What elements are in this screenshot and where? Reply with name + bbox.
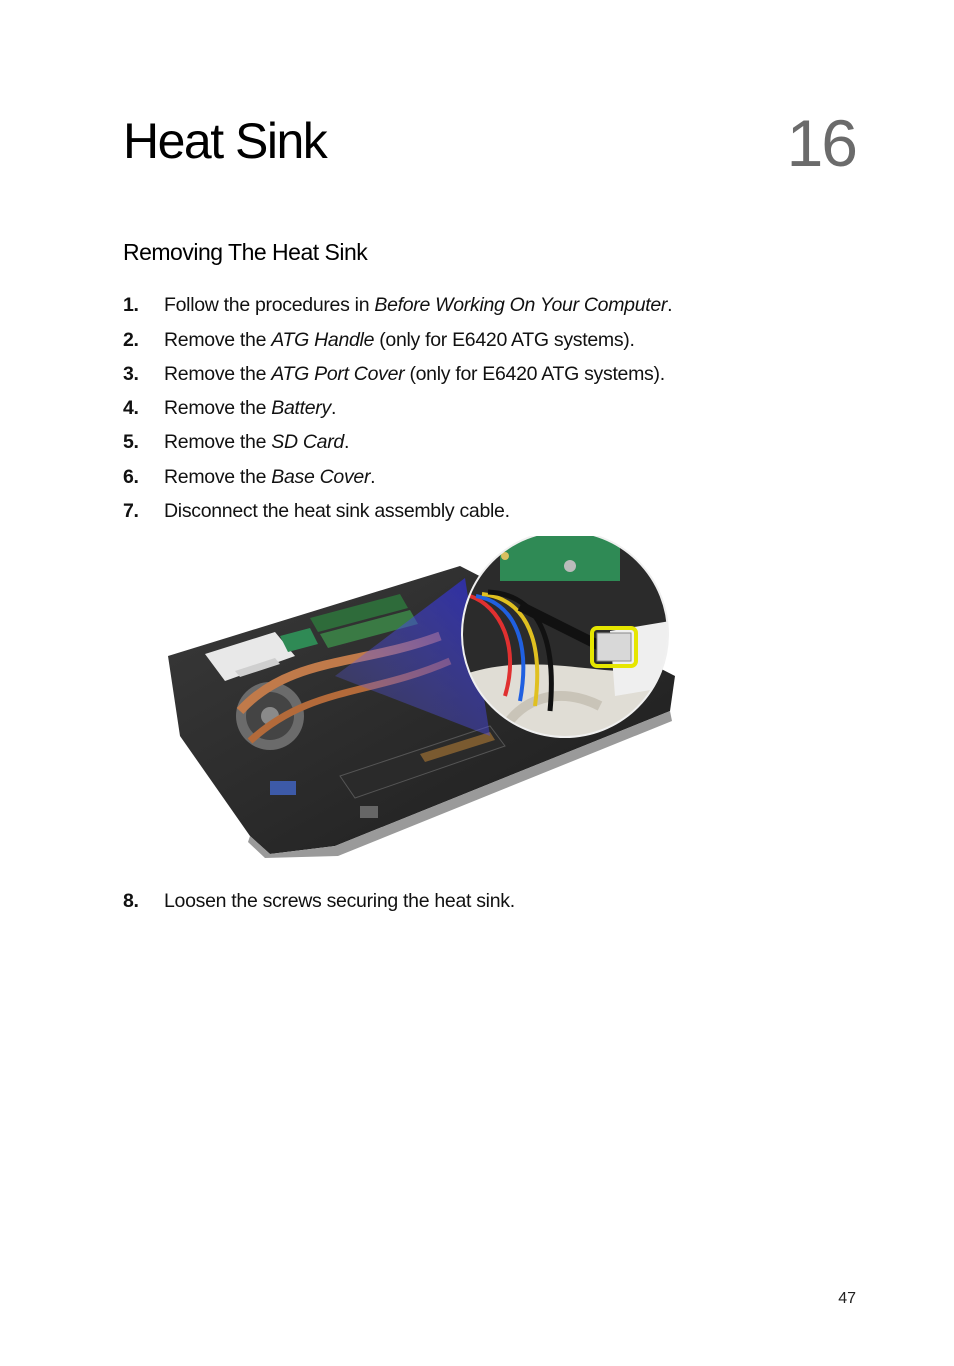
step-number: 3. — [123, 363, 139, 385]
step-3 — [123, 363, 665, 386]
step-text: Disconnect the heat sink assembly cable. — [164, 500, 510, 522]
heat-sink-cable-illustration — [160, 536, 680, 858]
step-link[interactable]: Battery — [271, 397, 331, 419]
step-text: Remove the — [164, 363, 272, 385]
step-link[interactable]: SD Card — [271, 431, 344, 453]
step-2 — [123, 329, 635, 352]
step-number: 2. — [123, 329, 139, 351]
step-link[interactable]: Before Working On Your Computer — [374, 294, 668, 316]
step-text: Remove the — [164, 397, 272, 419]
step-text-end: . — [370, 466, 376, 488]
step-5 — [123, 431, 349, 454]
step-6 — [123, 466, 375, 489]
step-8 — [123, 890, 515, 913]
step-1 — [123, 294, 672, 317]
chapter-number: 16 — [786, 106, 856, 180]
step-text-end: (only for E6420 ATG systems). — [404, 363, 665, 385]
step-text-end: (only for E6420 ATG systems). — [374, 329, 635, 351]
step-number: 1. — [123, 294, 139, 316]
step-text-end: . — [330, 397, 337, 419]
step-number: 8. — [123, 890, 139, 912]
step-number: 7. — [123, 500, 139, 522]
step-text: Loosen the screws securing the heat sink. — [164, 890, 515, 912]
step-text: Remove the — [164, 466, 272, 488]
step-number: 4. — [123, 397, 139, 419]
step-text: Remove the — [164, 431, 272, 453]
step-text-end: . — [343, 431, 350, 453]
step-4 — [123, 397, 336, 420]
step-number: 6. — [123, 466, 139, 488]
step-link[interactable]: ATG Handle — [271, 329, 375, 351]
step-text: Follow the procedures in — [164, 294, 375, 316]
step-link[interactable]: ATG Port Cover — [271, 363, 405, 385]
step-text-end: . — [667, 294, 673, 316]
section-title: Removing The Heat Sink — [123, 239, 368, 265]
page-title: Heat Sink — [123, 113, 327, 169]
step-link[interactable]: Base Cover — [271, 466, 371, 488]
step-text: Remove the — [164, 329, 272, 351]
page-number: 47 — [838, 1290, 856, 1307]
step-number: 5. — [123, 431, 139, 453]
step-7 — [123, 500, 510, 523]
